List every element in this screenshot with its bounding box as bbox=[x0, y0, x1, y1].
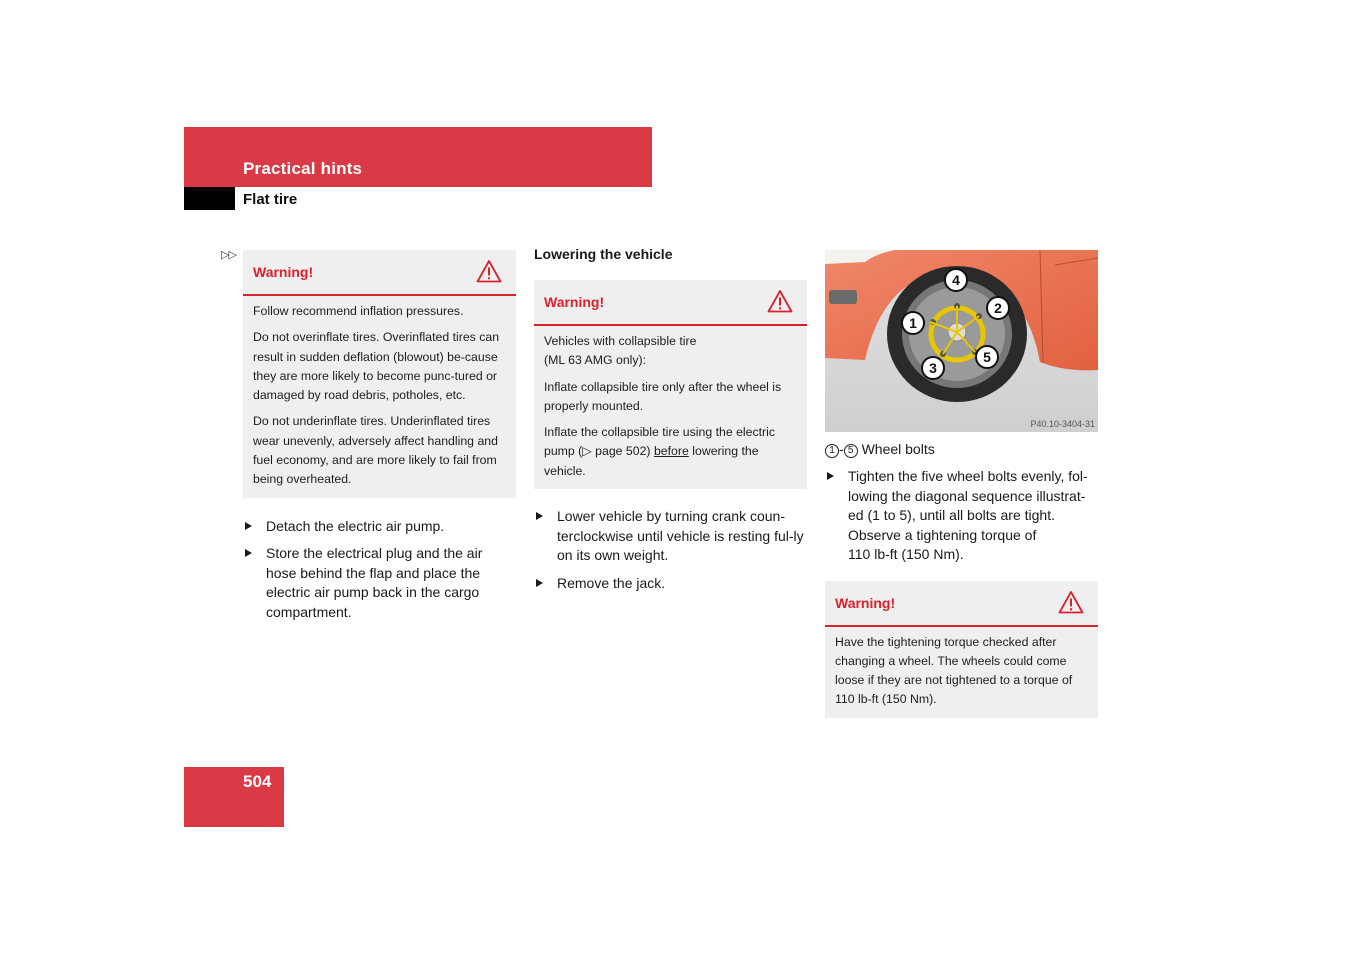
subsection-title: Flat tire bbox=[243, 191, 298, 208]
warning-paragraph: Do not underinflate tires. Underinflated tires wear unevenly, adversely affect handling and fuel economy, and are more likely to fail from being overheated. bbox=[253, 414, 498, 487]
warning-text: Vehicles with collapsible tire bbox=[544, 334, 697, 348]
warning-title: Warning! bbox=[253, 264, 314, 280]
warning-header bbox=[825, 581, 1098, 627]
list-item: Remove the jack. bbox=[534, 574, 807, 594]
caption-dash: - bbox=[839, 441, 844, 457]
warning-paragraph: Follow recommend inflation pressures. bbox=[253, 304, 464, 318]
warning-paragraph: Have the tightening torque checked after changing a wheel. The wheels could come loose if they are not tightened to a torque of 110 lb-ft (150 Nm). bbox=[835, 634, 1073, 707]
figure-code: P40.10-3404-31 bbox=[1030, 419, 1095, 429]
bolt-label-4: 4 bbox=[952, 272, 960, 288]
column-2 bbox=[534, 246, 807, 601]
column-1 bbox=[243, 250, 516, 630]
bolt-label-3: 3 bbox=[929, 360, 937, 376]
warning-triangle-icon bbox=[476, 259, 502, 283]
warning-body bbox=[243, 296, 516, 498]
continued-marker: ▷▷ bbox=[221, 249, 236, 261]
bolt-label-1: 1 bbox=[909, 315, 917, 331]
warning-paragraph: Do not overinflate tires. Overinflated tires can result in sudden deflation (blowout) be-cause they are more likely to become punc-tured or damaged by road debris, potholes, etc. bbox=[253, 330, 500, 403]
figure-caption bbox=[825, 440, 1098, 458]
step-line: ed (1 to 5), until all bolts are tight. bbox=[848, 507, 1055, 523]
wheel-bolt-illustration bbox=[825, 250, 1098, 432]
step-line: 110 lb-ft (150 Nm). bbox=[848, 546, 964, 562]
header-tab-marker bbox=[184, 187, 235, 210]
warning-header bbox=[243, 250, 516, 296]
wheel-illustration-icon bbox=[825, 250, 1098, 432]
warning-box-torque bbox=[825, 581, 1098, 718]
warning-paragraph: Inflate collapsible tire only after the wheel is properly mounted. bbox=[544, 379, 782, 413]
step-line: Tighten the five wheel bolts evenly, fol- bbox=[848, 468, 1088, 484]
warning-box-collapsible-tire bbox=[534, 280, 807, 489]
warning-paragraph bbox=[544, 423, 798, 481]
section-heading: Lowering the vehicle bbox=[534, 246, 673, 262]
column-3 bbox=[825, 250, 1098, 718]
list-item bbox=[825, 467, 1098, 565]
bolt-label-2: 2 bbox=[994, 300, 1002, 316]
step-line: Observe a tightening torque of bbox=[848, 526, 1037, 543]
section-title: Practical hints bbox=[243, 159, 363, 178]
warning-text: (ML 63 AMG only): bbox=[544, 353, 647, 368]
steps-list bbox=[243, 517, 516, 623]
list-item: Lower vehicle by turning crank coun-terclockwise until vehicle is resting ful-ly on its own weight. bbox=[534, 507, 807, 566]
warning-triangle-icon bbox=[767, 289, 793, 313]
warning-header bbox=[534, 280, 807, 326]
steps-list bbox=[534, 507, 807, 593]
warning-body bbox=[825, 627, 1098, 718]
emphasis-before: before bbox=[653, 444, 689, 459]
step-line: lowing the diagonal sequence illustrat- bbox=[848, 487, 1086, 504]
steps-list bbox=[825, 467, 1098, 565]
caption-text: Wheel bolts bbox=[861, 441, 935, 457]
warning-body bbox=[534, 326, 807, 489]
list-item: Store the electrical plug and the air hose behind the flap and place the electric air pump back in the cargo compartment. bbox=[243, 544, 516, 622]
page-number: 504 bbox=[243, 772, 272, 791]
warning-text: lowering the vehicle. bbox=[544, 444, 759, 478]
warning-title: Warning! bbox=[835, 594, 896, 611]
warning-paragraph bbox=[544, 332, 798, 371]
warning-triangle-icon bbox=[1058, 590, 1084, 614]
caption-number: 1 bbox=[825, 444, 839, 458]
list-item: Detach the electric air pump. bbox=[243, 517, 516, 537]
caption-number: 5 bbox=[844, 444, 858, 458]
warning-title: Warning! bbox=[544, 294, 605, 310]
bolt-label-5: 5 bbox=[983, 349, 991, 365]
warning-text: Inflate the collapsible tire using the electric pump (▷ page 502) bbox=[544, 425, 776, 459]
warning-box-inflation bbox=[243, 250, 516, 498]
